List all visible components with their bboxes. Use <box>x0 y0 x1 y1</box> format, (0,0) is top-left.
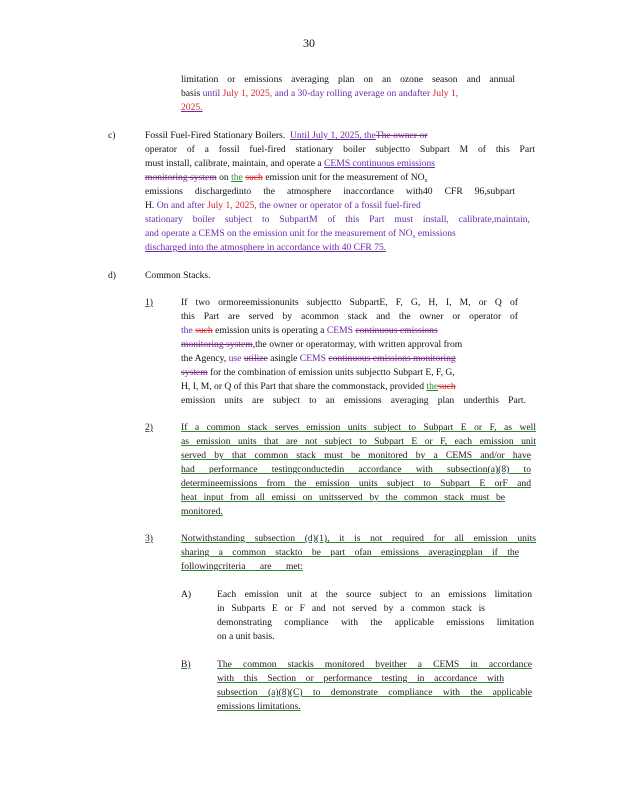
c-monitoring-system: monitoring system <box>145 172 217 183</box>
d1-line-8: emission units are subject to an emissions averaging plan underthis Part. <box>181 395 526 406</box>
d3a-label: A) <box>181 589 192 600</box>
d3b-line-1: The common stackis monitored byeither a CEMS in accordance <box>217 659 532 670</box>
d2-line-6: heat input from all emissi on unitsserved by the common stack must be <box>181 492 505 503</box>
intro-line-1: limitation or emissions averaging plan on an ozone season and annual <box>181 74 515 85</box>
intro-date: July 1, 2025, <box>222 88 273 99</box>
c-must-install: must install, calibrate, maintain, and operate a <box>145 158 322 169</box>
d1-combination: for the combination of emission units subjectto Subpart E, F, G, <box>210 367 455 378</box>
d2-label: 2) <box>145 422 153 433</box>
c-operate-cems: and operate a CEMS on the emission unit for the measurement of NO <box>145 228 413 239</box>
d1-such: such <box>195 325 213 336</box>
c-the-owner: The owner or <box>375 130 428 141</box>
d1-owner-may: ,the owner or operatormay, with written approval from <box>252 339 463 350</box>
c-on: on <box>219 172 229 183</box>
page-number: 30 <box>303 36 315 50</box>
c-line-9: discharged into the atmosphere in accordance with 40 CFR 75. <box>145 242 387 253</box>
d1-continuous-2: continuous emissions monitoring <box>328 353 456 364</box>
d2-line-2: as emission units that are not subject to Subpart E or F, each emission unit <box>181 436 536 447</box>
d3b-line-3: subsection (a)(8)(C) to demonstrate compliance with the applicable <box>217 687 532 698</box>
d1-operating: emission units is operating a <box>215 325 325 336</box>
d1-line-4 <box>181 338 526 353</box>
c-measurement: emission unit for the measurement of NO <box>265 172 425 183</box>
d1-monitoring-system: monitoring system <box>181 339 253 350</box>
d-title: Common Stacks. <box>145 270 211 281</box>
section-c-label: c) <box>108 130 116 141</box>
d1-line-2: this Part are served by acommon stack and the owner or operator of <box>181 311 518 322</box>
d3b-line-2: with this Section or performance testing in accordance with <box>217 673 504 684</box>
d1-line-6 <box>181 366 526 381</box>
d1-line-7 <box>181 380 526 395</box>
intro-until: until <box>202 88 221 99</box>
d1-cems-2: CEMS <box>299 353 326 364</box>
d3-line-1: Notwithstanding subsection (d)(1), it is not required for all emission units <box>181 533 536 544</box>
d3a-line-2: in Subparts E or F and not served by a common stack is <box>217 603 485 614</box>
d1-line-1: If two ormoreemissionunits subjectto SubpartE, F, G, H, I, M, or Q of <box>181 297 518 308</box>
c-heading: Fossil Fuel-Fired Stationary Boilers. <box>145 130 286 141</box>
c-nox-sub-2: x <box>412 234 416 240</box>
d1-agency: the Agency, <box>181 353 227 364</box>
d3a-line-3: demonstrating compliance with the applicable emissions limitation <box>217 617 534 628</box>
c-until: Until July 1, 2025, the <box>289 130 376 141</box>
c-line-5: emissions dischargedinto the atmosphere inaccordance with40 CFR 96,subpart <box>145 186 515 197</box>
c-line-2: operator of a fossil fuel-fired stationary boiler subjectto Subpart M of this Part <box>145 144 535 155</box>
d2-line-7: monitored. <box>181 506 223 517</box>
intro-line-3: 2025. <box>181 102 203 113</box>
d1-line-5 <box>181 352 526 367</box>
c-nox-sub: x <box>424 178 428 184</box>
c-cems: CEMS continuous emissions <box>324 158 435 169</box>
intro-rolling: and a 30-day rolling average on andafter <box>274 88 431 99</box>
d1-single: asingle <box>270 353 298 364</box>
d3b-label: B) <box>181 659 191 670</box>
d2-line-1: If a common stack serves emission units subject to Subpart E or F, as well <box>181 422 536 433</box>
d1-system: system <box>181 367 208 378</box>
d3-line-3: followingcriteria are met: <box>181 561 303 572</box>
intro-line-2 <box>181 87 533 102</box>
section-d-label: d) <box>108 270 116 281</box>
c-emissions: emissions <box>417 228 456 239</box>
d1-cems: CEMS <box>326 325 353 336</box>
intro-date-2: July 1, <box>432 88 459 99</box>
d1-the: the <box>181 325 193 336</box>
d3a-line-1: Each emission unit at the source subject to an emissions limitation <box>217 589 532 600</box>
d3-label: 3) <box>145 533 153 544</box>
d1-such-2: such <box>438 381 456 392</box>
d3b-line-4: emissions limitations. <box>217 701 301 712</box>
c-the: the <box>231 172 243 183</box>
d2-line-4: had performance testingconductedin accordance with subsection(a)(8) to <box>181 464 531 475</box>
c-such: such <box>245 172 263 183</box>
c-line-1 <box>145 129 535 144</box>
c-h: H. <box>145 200 155 211</box>
d1-continuous: continuous emissions <box>355 325 438 336</box>
c-date: July 1, 2025, <box>207 200 257 211</box>
d2-line-3: served by that common stack must be monitored by a CEMS and/or have <box>181 450 531 461</box>
d3-line-2: sharing a common stackto be part ofan emissions averagingplan if the <box>181 547 519 558</box>
d1-the-2: the <box>426 381 439 392</box>
d2-line-5: determineemissions from the emission units subject to Subpart E orF and <box>181 478 531 489</box>
d1-label: 1) <box>145 297 153 308</box>
intro-basis: basis <box>181 88 201 99</box>
d1-utilize: utilize <box>243 353 268 364</box>
c-owner-operator: the owner or operator of a fossil fuel-fired <box>259 200 421 211</box>
c-on-and-after: On and after <box>156 200 205 211</box>
d1-use: use <box>228 353 242 364</box>
d1-share: H, I, M, or Q of this Part that share the commonstack, provided <box>181 381 424 392</box>
c-line-7: stationary boiler subject to SubpartM of this Part must install, calibrate,maintain, <box>145 214 530 225</box>
d1-line-3 <box>181 324 521 339</box>
c-line-3 <box>145 157 535 172</box>
d3a-line-4: on a unit basis. <box>217 631 275 642</box>
c-line-6 <box>145 199 535 214</box>
